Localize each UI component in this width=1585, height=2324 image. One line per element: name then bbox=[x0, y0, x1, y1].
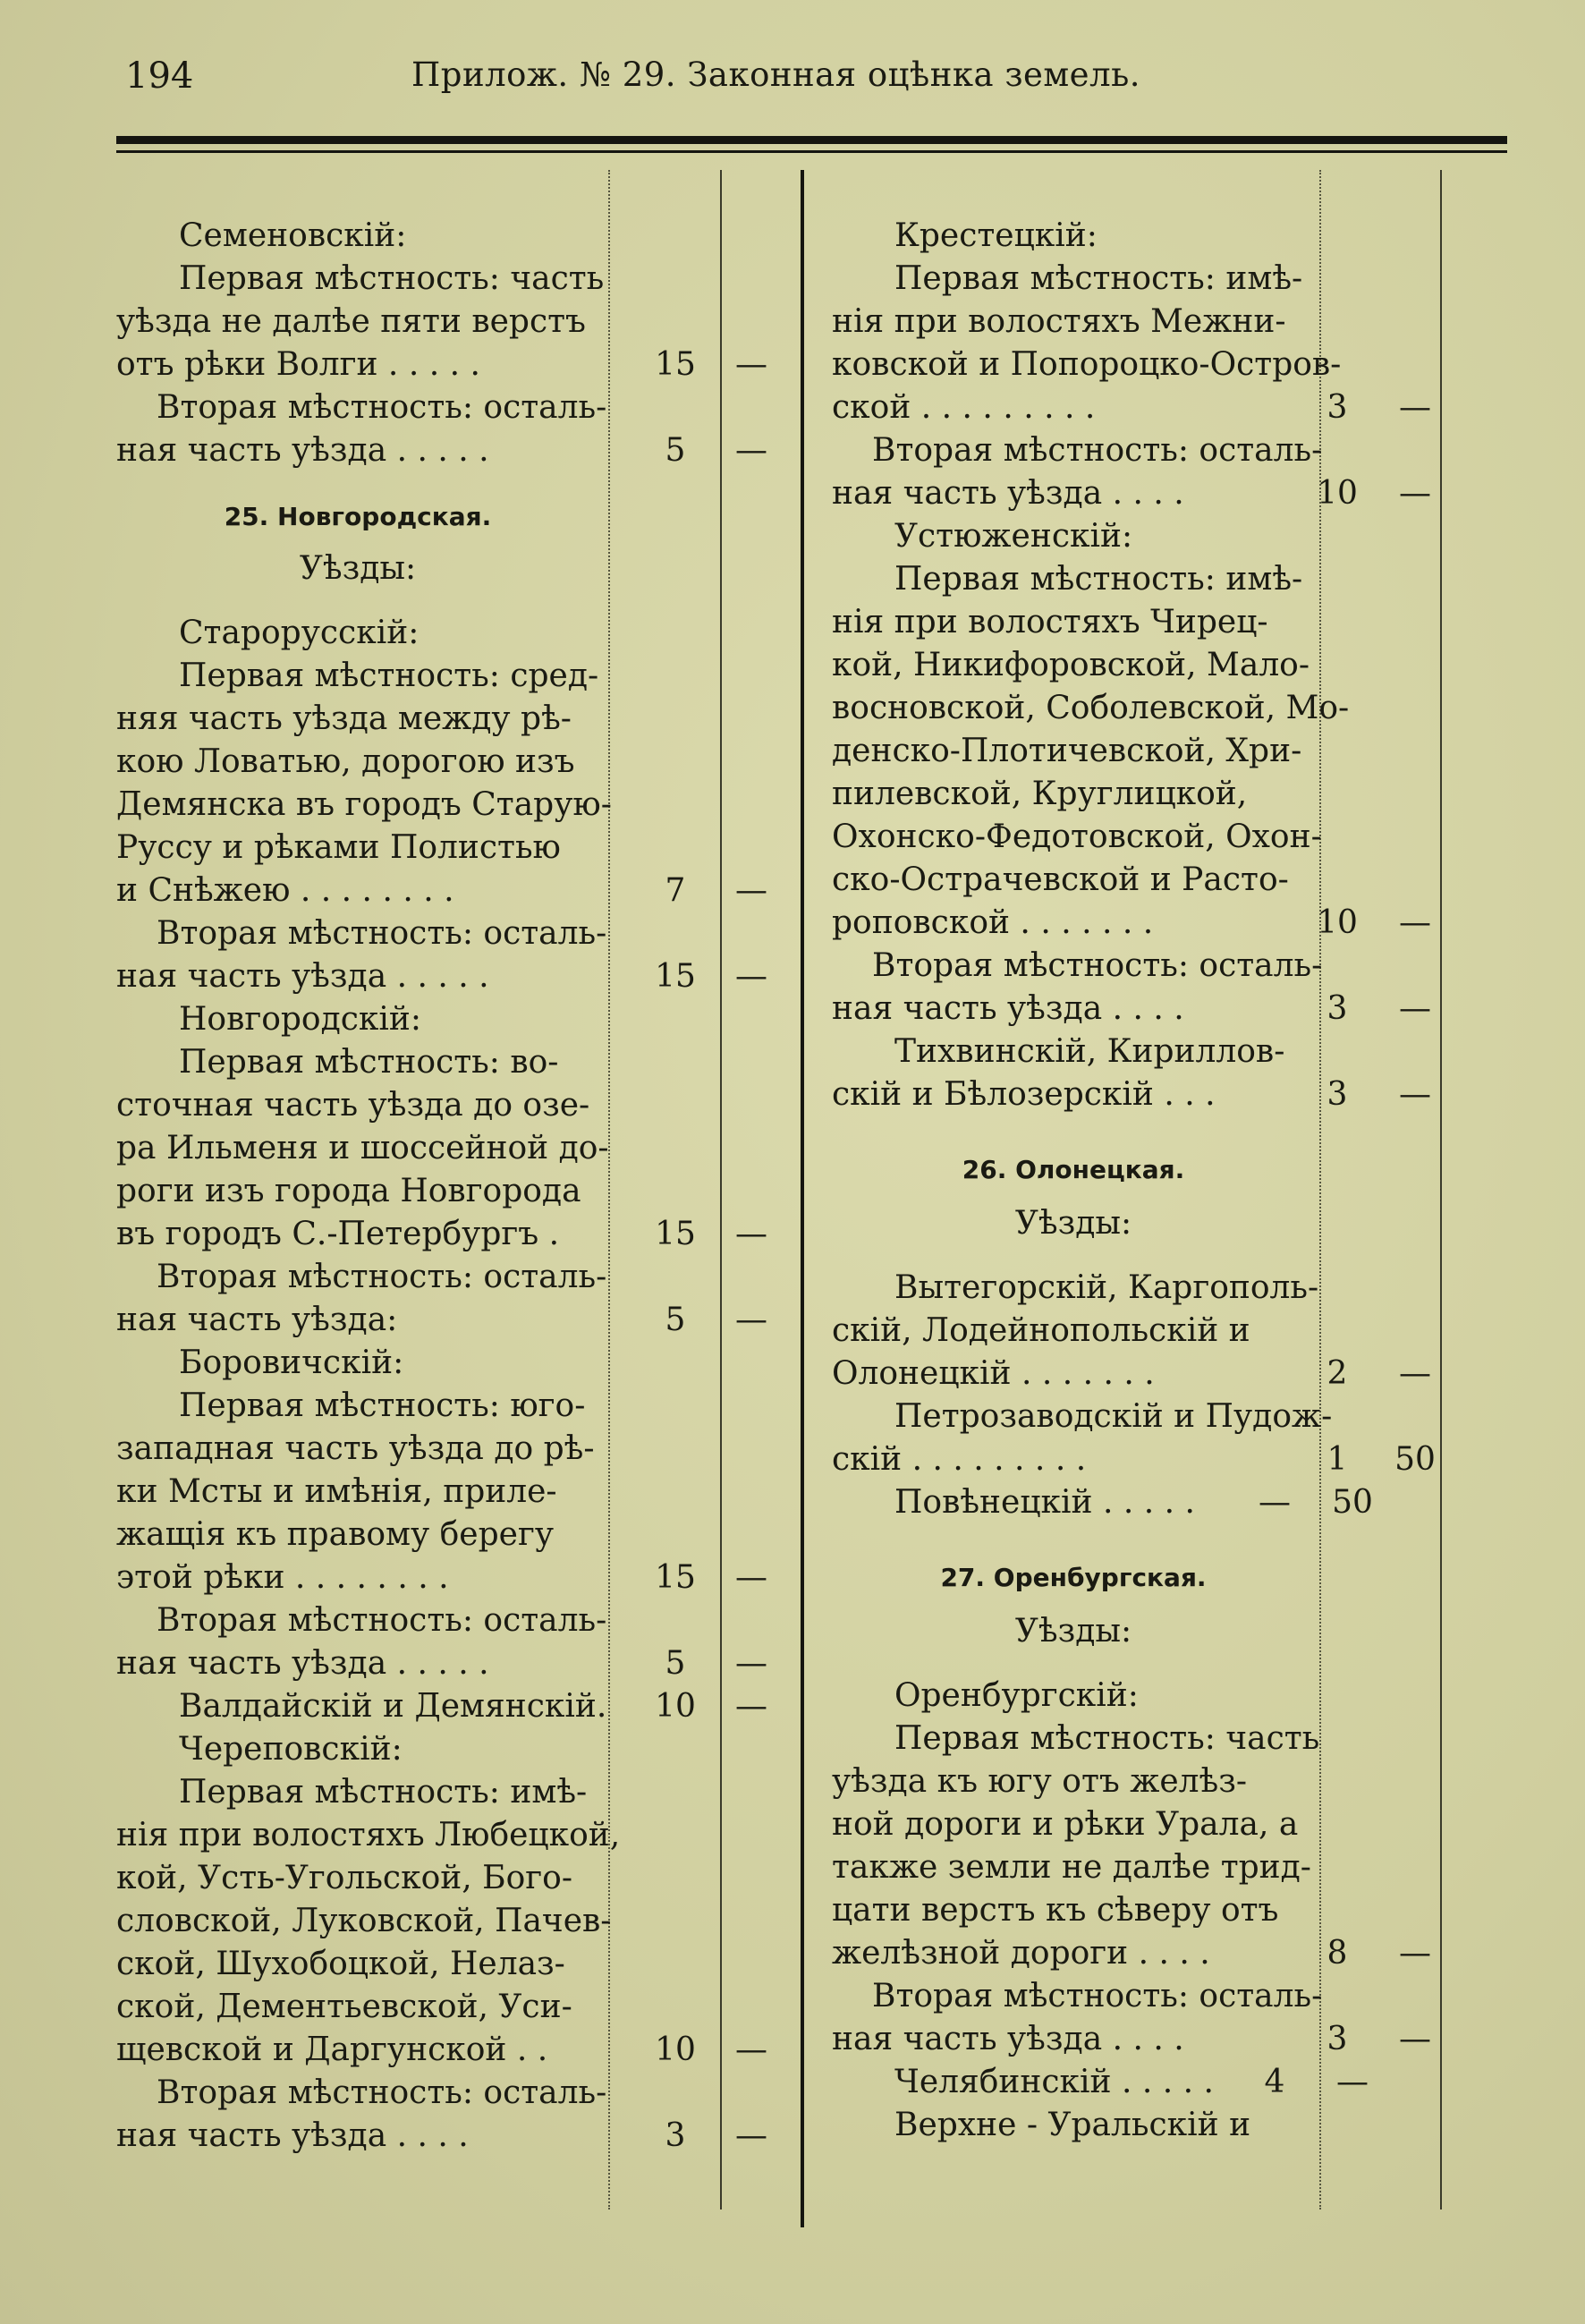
entry-line: ской, Шухобоцкой, Нелаз- bbox=[116, 1946, 565, 1982]
entry-line: Демянска въ городъ Старую- bbox=[116, 786, 612, 823]
entry-line: Вторая мѣстность: осталь- bbox=[872, 947, 1323, 984]
entry-line: также земли не далѣе трид- bbox=[832, 1849, 1311, 1886]
section-heading: 25. Новгородская. bbox=[224, 502, 492, 531]
rate-kopeks: — bbox=[735, 346, 767, 383]
header-rule-thick bbox=[116, 136, 1507, 144]
running-title: Прилож. № 29. Законная оцѣнка земель. bbox=[411, 55, 1140, 94]
uyezdy-heading: Уѣзды: bbox=[1014, 1613, 1132, 1650]
rate-kopeks: — bbox=[1399, 904, 1431, 941]
entry-line: нія при волостяхъ Межни- bbox=[832, 303, 1286, 340]
entry-line: Валдайскій и Демянскій. 10 — bbox=[116, 1685, 599, 1728]
rate-kopeks: 50 bbox=[1394, 1441, 1436, 1478]
entry-line: нія при волостяхъ Любецкой, bbox=[116, 1817, 621, 1853]
entry-line: ная часть уѣзда . . . . 3 — bbox=[832, 2018, 1315, 2061]
rate-value: 5 bbox=[665, 1645, 686, 1682]
rate-value: 1 bbox=[1326, 1441, 1348, 1478]
rate-value: 15 bbox=[655, 1216, 696, 1252]
entry-line: кой, Никифоровской, Мало- bbox=[832, 647, 1310, 683]
entry-line: Челябинскій . . . . . 4 — bbox=[832, 2061, 1315, 2104]
rate-kopeks: — bbox=[1399, 1355, 1431, 1392]
section-heading: 26. Олонецкая. bbox=[962, 1155, 1185, 1184]
entry-line: цати верстъ къ сѣверу отъ bbox=[832, 1892, 1279, 1929]
entry-line: Вторая мѣстность: осталь- bbox=[157, 389, 607, 426]
uyezdy-heading: Уѣзды: bbox=[299, 550, 417, 587]
entry-line: ско-Острачевской и Расто- bbox=[832, 861, 1289, 898]
uyezdy-heading: Уѣзды: bbox=[1014, 1205, 1132, 1242]
entry-line: ковской и Попороцко-Остров- bbox=[832, 346, 1342, 383]
entry-line: Первая мѣстность: часть bbox=[894, 1720, 1320, 1757]
entry-line: Первая мѣстность: имѣ- bbox=[894, 561, 1303, 598]
entry-line: няя часть уѣзда между рѣ- bbox=[116, 700, 572, 737]
entry-line: словской, Луковской, Пачев- bbox=[116, 1903, 612, 1939]
district-title: Семеновскій: bbox=[179, 217, 407, 254]
entry-line: Руссу и рѣками Полистью bbox=[116, 829, 561, 866]
district-title: Череповскій: bbox=[179, 1731, 403, 1768]
rate-kopeks: — bbox=[1399, 2021, 1431, 2057]
entry-line: Верхне - Уральскій и bbox=[894, 2107, 1251, 2143]
header-rule-thin bbox=[116, 150, 1507, 153]
center-divider bbox=[801, 170, 804, 2227]
entry-line: Первая мѣстность: во- bbox=[179, 1044, 559, 1081]
right-column bbox=[832, 215, 1436, 2147]
entry-line: Первая мѣстность: имѣ- bbox=[894, 260, 1303, 297]
rate-kopeks: — bbox=[1399, 1935, 1431, 1972]
entry-line: и Снѣжею . . . . . . . . 7 — bbox=[116, 869, 599, 912]
rate-kopeks: — bbox=[735, 1302, 767, 1338]
entry-line: пилевской, Круглицкой, bbox=[832, 776, 1248, 812]
rate-value: 8 bbox=[1326, 1935, 1348, 1972]
rate-value: 5 bbox=[665, 432, 686, 469]
entry-line: Первая мѣстность: юго- bbox=[179, 1387, 586, 1424]
entry-line: Вторая мѣстность: осталь- bbox=[157, 2074, 607, 2111]
entry-line: жащія къ правому берегу bbox=[116, 1516, 555, 1553]
entry-line: Вторая мѣстность: осталь- bbox=[157, 1602, 607, 1639]
rate-value: 15 bbox=[655, 1559, 696, 1596]
rate-value: 10 bbox=[1317, 904, 1358, 941]
rate-value: 15 bbox=[655, 958, 696, 995]
entry-line: ная часть уѣзда . . . . 3 — bbox=[832, 988, 1315, 1031]
district-title: Оренбургскій: bbox=[894, 1677, 1139, 1714]
rate-value: — bbox=[1259, 1484, 1291, 1521]
entry-line: кой, Усть-Угольской, Бого- bbox=[116, 1860, 572, 1896]
entry-line: ная часть уѣзда . . . . 10 — bbox=[832, 472, 1315, 515]
entry-line: ной дороги и рѣки Урала, а bbox=[832, 1806, 1299, 1843]
entry-line: уѣзда къ югу отъ желѣз- bbox=[832, 1763, 1248, 1800]
section-heading: 27. Оренбургская. bbox=[940, 1563, 1207, 1592]
district-title: Боровичскій: bbox=[179, 1344, 404, 1381]
entry-line: ная часть уѣзда . . . . 3 — bbox=[116, 2115, 599, 2158]
entry-line: ской, Дементьевской, Уси- bbox=[116, 1989, 572, 2025]
rate-value: 3 bbox=[1326, 990, 1348, 1027]
entry-line: скій и Бѣлозерскій . . . 3 — bbox=[832, 1073, 1315, 1116]
district-title: Старорусскій: bbox=[179, 615, 420, 651]
page-header bbox=[116, 55, 1503, 109]
rate-kopeks: — bbox=[735, 432, 767, 469]
rate-kopeks: — bbox=[1399, 990, 1431, 1027]
entry-line: ная часть уѣзда . . . . . 15 — bbox=[116, 955, 599, 998]
district-title: Устюженскій: bbox=[894, 518, 1133, 555]
entry-line: восновской, Соболевской, Мо- bbox=[832, 690, 1350, 726]
entry-line: ная часть уѣзда . . . . . 5 — bbox=[116, 429, 599, 472]
rate-value: 3 bbox=[1326, 389, 1348, 426]
entry-line: Первая мѣстность: сред- bbox=[179, 657, 599, 694]
rate-kopeks: — bbox=[1399, 1076, 1431, 1113]
page-number: 194 bbox=[125, 55, 194, 97]
entry-line: западная часть уѣзда до рѣ- bbox=[116, 1430, 595, 1467]
rate-kopeks: — bbox=[735, 2117, 767, 2154]
left-value-subdivider bbox=[720, 170, 722, 2209]
rate-value: 15 bbox=[655, 346, 696, 383]
entry-line: роги изъ города Новгорода bbox=[116, 1173, 581, 1209]
entry-line: скій, Лодейнопольскій и bbox=[832, 1312, 1250, 1349]
entry-line: Повѣнецкій . . . . . — 50 bbox=[832, 1481, 1315, 1524]
entry-line: Петрозаводскій и Пудож- bbox=[894, 1398, 1333, 1435]
rate-kopeks: — bbox=[735, 1645, 767, 1682]
entry-line: ки Мсты и имѣнія, приле- bbox=[116, 1473, 557, 1510]
rate-value: 4 bbox=[1264, 2064, 1285, 2100]
district-title: Крестецкій: bbox=[894, 217, 1098, 254]
rate-value: 3 bbox=[665, 2117, 686, 2154]
entry-line: Вторая мѣстность: осталь- bbox=[157, 1259, 607, 1295]
entry-line: роповской . . . . . . . 10 — bbox=[832, 902, 1315, 945]
entry-line: ная часть уѣзда: 5 — bbox=[116, 1299, 599, 1342]
entry-line: сточная часть уѣзда до озе- bbox=[116, 1087, 590, 1124]
rate-kopeks: — bbox=[735, 1559, 767, 1596]
entry-line: Вторая мѣстность: осталь- bbox=[872, 1978, 1323, 2014]
rate-kopeks: — bbox=[1399, 475, 1431, 512]
rate-kopeks: — bbox=[735, 872, 767, 909]
entry-line: отъ рѣки Волги . . . . . 15 — bbox=[116, 344, 599, 386]
rate-kopeks: — bbox=[735, 1688, 767, 1725]
rate-kopeks: — bbox=[735, 958, 767, 995]
district-title: Новгородскій: bbox=[179, 1001, 422, 1038]
entry-line: уѣзда не далѣе пяти верстъ bbox=[116, 303, 586, 340]
rate-value: 7 bbox=[665, 872, 686, 909]
rate-value: 10 bbox=[655, 2031, 696, 2068]
entry-line: денско-Плотичевской, Хри- bbox=[832, 733, 1302, 769]
entry-line: этой рѣки . . . . . . . . 15 — bbox=[116, 1556, 599, 1599]
entry-line: ра Ильменя и шоссейной до- bbox=[116, 1130, 609, 1166]
rate-kopeks: — bbox=[735, 1216, 767, 1252]
rate-kopeks: — bbox=[735, 2031, 767, 2068]
entry-line: щевской и Даргунской . . 10 — bbox=[116, 2029, 599, 2072]
rate-value: 5 bbox=[665, 1302, 686, 1338]
rate-value: 10 bbox=[655, 1688, 696, 1725]
entry-line: Первая мѣстность: имѣ- bbox=[179, 1774, 588, 1811]
entry-line: Тихвинскій, Кириллов- bbox=[894, 1033, 1285, 1070]
entry-line: Вытегорскій, Каргополь- bbox=[894, 1269, 1319, 1306]
entry-line: ской . . . . . . . . . 3 — bbox=[832, 386, 1315, 429]
entry-line: Первая мѣстность: часть bbox=[179, 260, 605, 297]
entry-line: кою Ловатью, дорогою изъ bbox=[116, 743, 575, 780]
entry-line: скій . . . . . . . . . 1 50 bbox=[832, 1438, 1315, 1481]
rate-value: 2 bbox=[1326, 1355, 1348, 1392]
rate-value: 3 bbox=[1326, 1076, 1348, 1113]
entry-line: Охонско-Федотовской, Охон- bbox=[832, 818, 1322, 855]
entry-line: нія при волостяхъ Чирец- bbox=[832, 604, 1268, 640]
entry-line: Вторая мѣстность: осталь- bbox=[872, 432, 1323, 469]
entry-line: въ городъ С.-Петербургъ . 15 — bbox=[116, 1213, 599, 1256]
rate-kopeks: — bbox=[1399, 389, 1431, 426]
entry-line: желѣзной дороги . . . . 8 — bbox=[832, 1932, 1315, 1975]
rate-kopeks: 50 bbox=[1332, 1484, 1373, 1521]
entry-line: Олонецкій . . . . . . . 2 — bbox=[832, 1353, 1315, 1395]
left-column bbox=[116, 215, 767, 2158]
rate-value: 3 bbox=[1326, 2021, 1348, 2057]
entry-line: ная часть уѣзда . . . . . 5 — bbox=[116, 1642, 599, 1685]
rate-kopeks: — bbox=[1336, 2064, 1369, 2100]
rate-value: 10 bbox=[1317, 475, 1358, 512]
entry-line: Вторая мѣстность: осталь- bbox=[157, 915, 607, 952]
